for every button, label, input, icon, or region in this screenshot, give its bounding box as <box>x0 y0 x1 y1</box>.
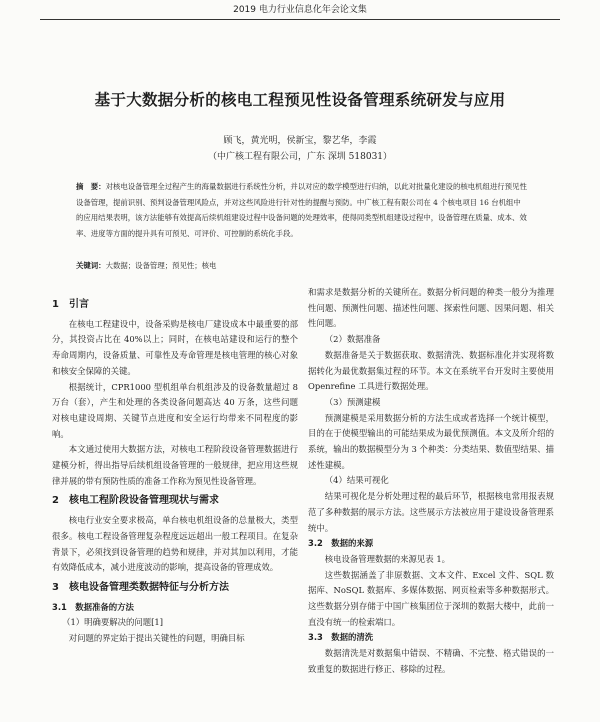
section-heading: 1 引言 <box>52 299 89 310</box>
paragraph: 在核电工程建设中，设备采购是核电厂建设成本中最重要的部分，其投资占比在 40%以上；同时，在核电站建设和运行的整个寿命周期内，设备质量、可靠性及寿命管理是核电管理的核心对象和核安全保障的关键。 <box>52 318 298 376</box>
left-column <box>52 293 298 647</box>
subsection-heading: 3.3 数据的清洗 <box>308 632 374 643</box>
paper-title: 基于大数据分析的核电工程预见性设备管理系统研发与应用 <box>94 91 506 109</box>
paragraph: （1）明确要解决的问题[1] <box>62 617 164 628</box>
section-heading: 2 核电工程阶段设备管理现状与需求 <box>52 495 219 507</box>
paragraph: 数据准备是关于数据获取、数据清洗、数据标准化并实现将数据转化为最优数据集过程的环节。本文在系统平台开发时主要使用 Openrefine 工具进行数据处理。 <box>308 349 554 392</box>
abstract-text: 对核电设备管理全过程产生的海量数据进行系统性分析，并以对应的数学模型进行归纳，以此对批量化建设的核电机组进行预见性设备管理，提前识别、预判设备管理风险点，并对这些风险进行针对性的提醒与预防。中广核工程有限公司在 4 个核电项目 16 台机组中的应用结果表明，该方法能够有效提高后续机组建设过程中设备问题的处理效率，使得同类型机组建设过程中，设备管理在质量、成本、效率、进度等方面的提升具有可预见、可评价、可控制的系统化手段。 <box>76 182 527 238</box>
paragraph: 根据统计，CPR1000 型机组单台机组涉及的设备数量超过 8 万台（套），产生和处理的各类设备问题高达 40 万条，这些问题对核电建设周期、关键节点进度和安全运行均带来不同程度的影响。 <box>52 381 298 439</box>
paragraph: 预测建模是采用数据分析的方法生成或者选择一个统计模型，目的在于使模型输出的可能结果成为最优预测值。本文及所介绍的系统，输出的数据模型分为 3 个种类：分类结果、数值型结果、描述性建模。 <box>308 412 554 470</box>
header-rule <box>40 19 560 20</box>
paragraph: 核电行业安全要求极高，单台核电机组设备的总量极大，类型很多。核电工程设备管理复杂程度远远超出一般工程项目。在复杂背景下，必须找到设备管理的趋势和规律，并对其加以利用，才能有效降低成本，减小进度波动的影响，提高设备的管理成效。 <box>52 515 298 573</box>
keywords-text: 大数据；设备管理；预见性；核电 <box>105 261 217 270</box>
running-header: 2019 电力行业信息化年会论文集 <box>233 5 367 15</box>
paragraph: 对问题的界定始于提出关键性的问题，明确目标 <box>68 633 245 644</box>
keywords <box>76 260 528 271</box>
paragraph: 和需求是数据分析的关键所在。数据分析问题的种类一般分为推理性问题、预测性问题、描述性问题、探索性问题、因果问题、相关性问题。 <box>308 287 554 329</box>
subsection-heading: 3.2 数据的来源 <box>308 538 374 549</box>
keywords-label: 关键词： <box>76 261 106 270</box>
abstract-label: 摘 要： <box>76 182 106 191</box>
paragraph: 数据清洗是对数据集中错误、不精确、不完整、格式错误的一致重复的数据进行修正、移除的过程。 <box>308 648 554 674</box>
paragraph: 结果可视化是分析处理过程的最后环节，根据核电常用报表规范了多种数据的展示方法。这些展示方法被应用于建设设备管理系统中。 <box>308 491 554 533</box>
abstract <box>76 179 528 241</box>
paragraph: 本文通过使用大数据方法，对核电工程阶段设备管理数据进行建模分析，得出指导后续机组设备管理的一般规律，把应用这些规律并展的带有预防性质的准备工作称为预见性设备管理。 <box>52 444 298 486</box>
authors: 顾飞，黄光明，侯新宝，黎艺华，李霞 <box>223 136 377 146</box>
paragraph: （4）结果可视化 <box>324 475 389 486</box>
affiliation: （中广核工程有限公司，广东 深圳 518031） <box>207 152 393 162</box>
paragraph: 核电设备管理数据的来源见表 1。 <box>324 553 451 564</box>
paragraph: 这些数据涵盖了非原数据、文本文件、Excel 文件、SQL 数据库、NoSQL 数据库、多媒体数据、网页检索等多种数据形式。这些数据分别存储于中国广核集团位于深圳的数据大楼中，此前一直没有统一的检索端口。 <box>308 569 554 627</box>
paragraph: （3）预测建模 <box>324 396 381 407</box>
section-heading: 3 核电设备管理类数据特征与分析方法 <box>52 581 229 593</box>
right-column <box>308 285 554 678</box>
subsection-heading: 3.1 数据准备的方法 <box>52 601 134 612</box>
paragraph: （2）数据准备 <box>324 334 381 345</box>
